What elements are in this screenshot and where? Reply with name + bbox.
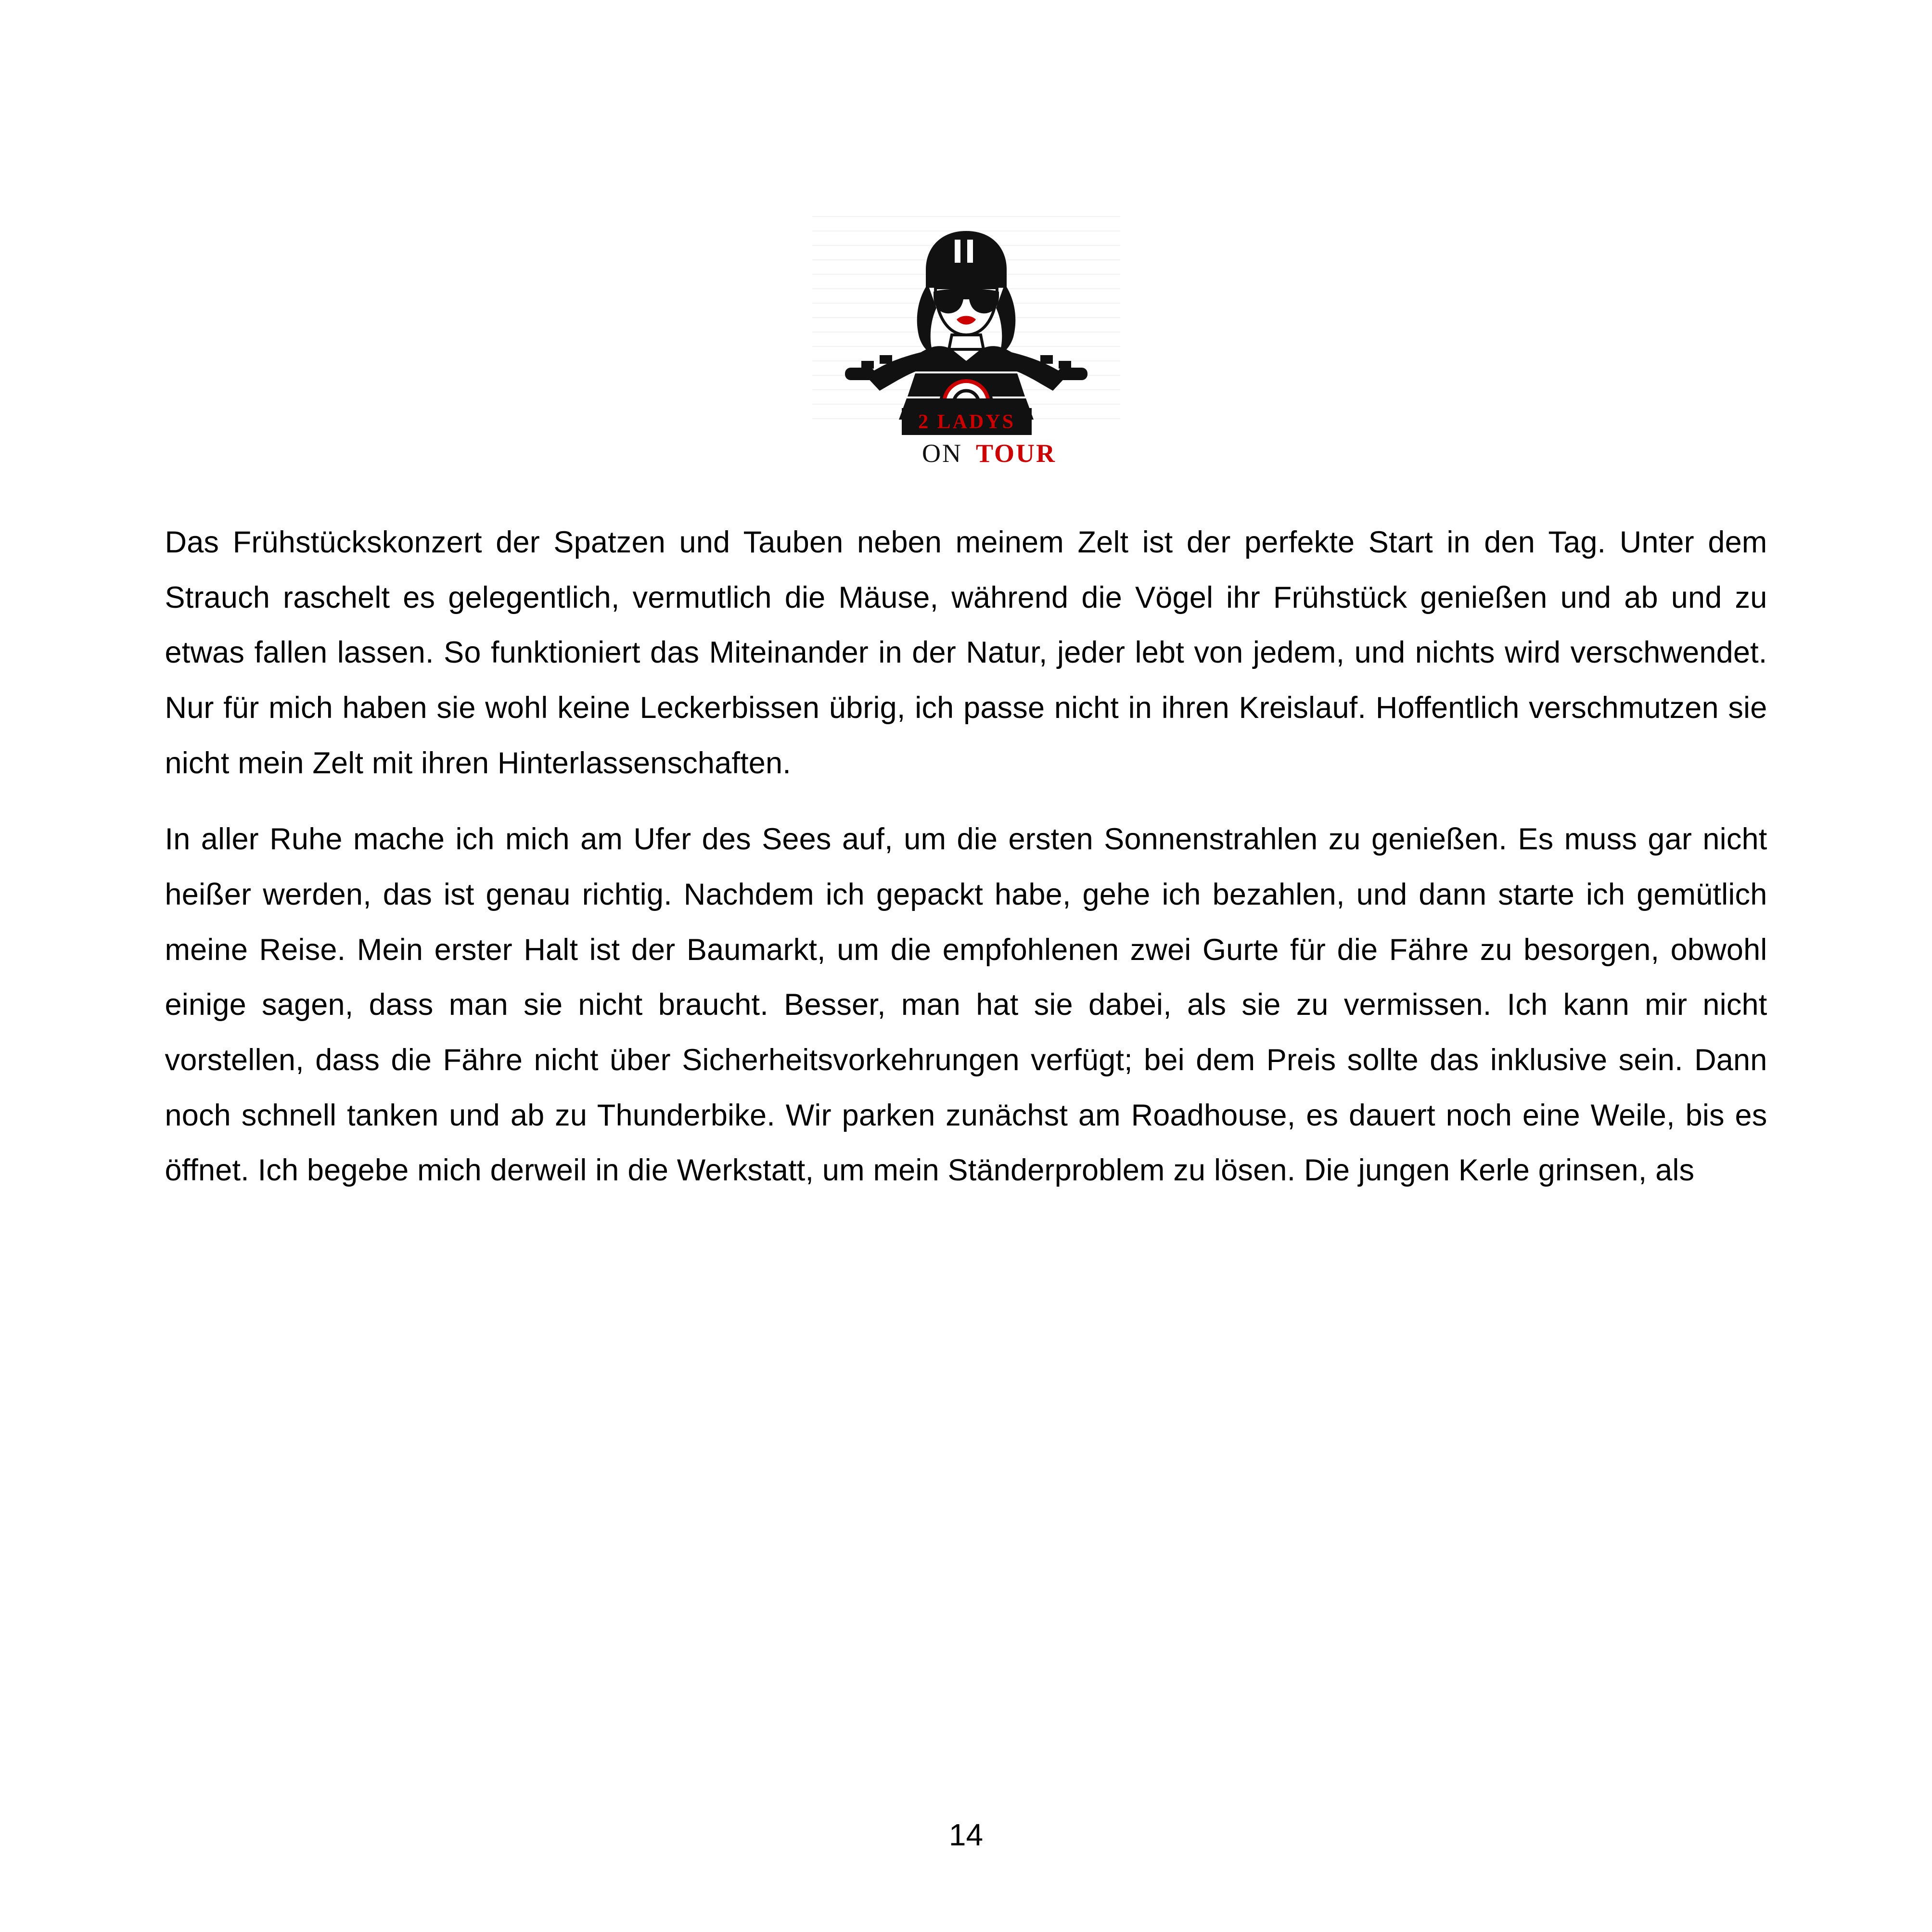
logo-container (0, 0, 1932, 481)
paragraph-2: In aller Ruhe mache ich mich am Ufer des Sees auf, um die ersten Sonnenstrahlen zu genießen. Es muss gar nicht heißer werden, das ist genau richtig. Nachdem ich gepackt habe, gehe ich bezahlen, und dann starte ich gemütlich meine Reise. Mein erster Halt ist der Baumarkt, um die empfohlenen zwei Gurte für die Fähre zu besorgen, obwohl einige sagen, dass man sie nicht braucht. Besser, man hat sie dabei, als sie zu vermissen. Ich kann mir nicht vorstellen, dass die Fähre nicht über Sicherheitsvorkehrungen verfügt; bei dem Preis sollte das inklusive sein. Dann noch schnell tanken und ab zu Thunderbike. Wir parken zunächst am Roadhouse, es dauert noch eine Weile, bis es öffnet. Ich begebe mich derweil in die Werkstatt, um mein Ständerproblem zu lösen. Die jungen Kerle grinsen, als (165, 822, 1767, 1188)
2-ladys-on-tour-logo (807, 202, 1125, 481)
body-text (165, 481, 1767, 1198)
svg-text:2 LADYS: 2 LADYS (918, 411, 1015, 433)
logo-title-line2 (922, 439, 1056, 468)
svg-text:ON: ON (921, 439, 962, 468)
paragraph-1: Das Frühstückskonzert der Spatzen und Tauben neben meinem Zelt ist der perfekte Start in den Tag. Unter dem Strauch raschelt es gelegentlich, vermutlich die Mäuse, während die Vögel ihr Frühstück genießen und ab und zu etwas fallen lassen. So funktioniert das Miteinander in der Natur, jeder lebt von jedem, und nichts wird verschwendet. Nur für mich haben sie wohl keine Leckerbissen übrig, ich passe nicht in ihren Kreislauf. Hoffentlich verschmutzen sie nicht mein Zelt mit ihren Hinterlassenschaften. (165, 525, 1767, 780)
logo-title-line1 (902, 408, 1032, 435)
logo-graphic (807, 202, 1125, 481)
svg-text:TOUR: TOUR (975, 439, 1056, 468)
page-number: 14 (948, 1817, 984, 1852)
